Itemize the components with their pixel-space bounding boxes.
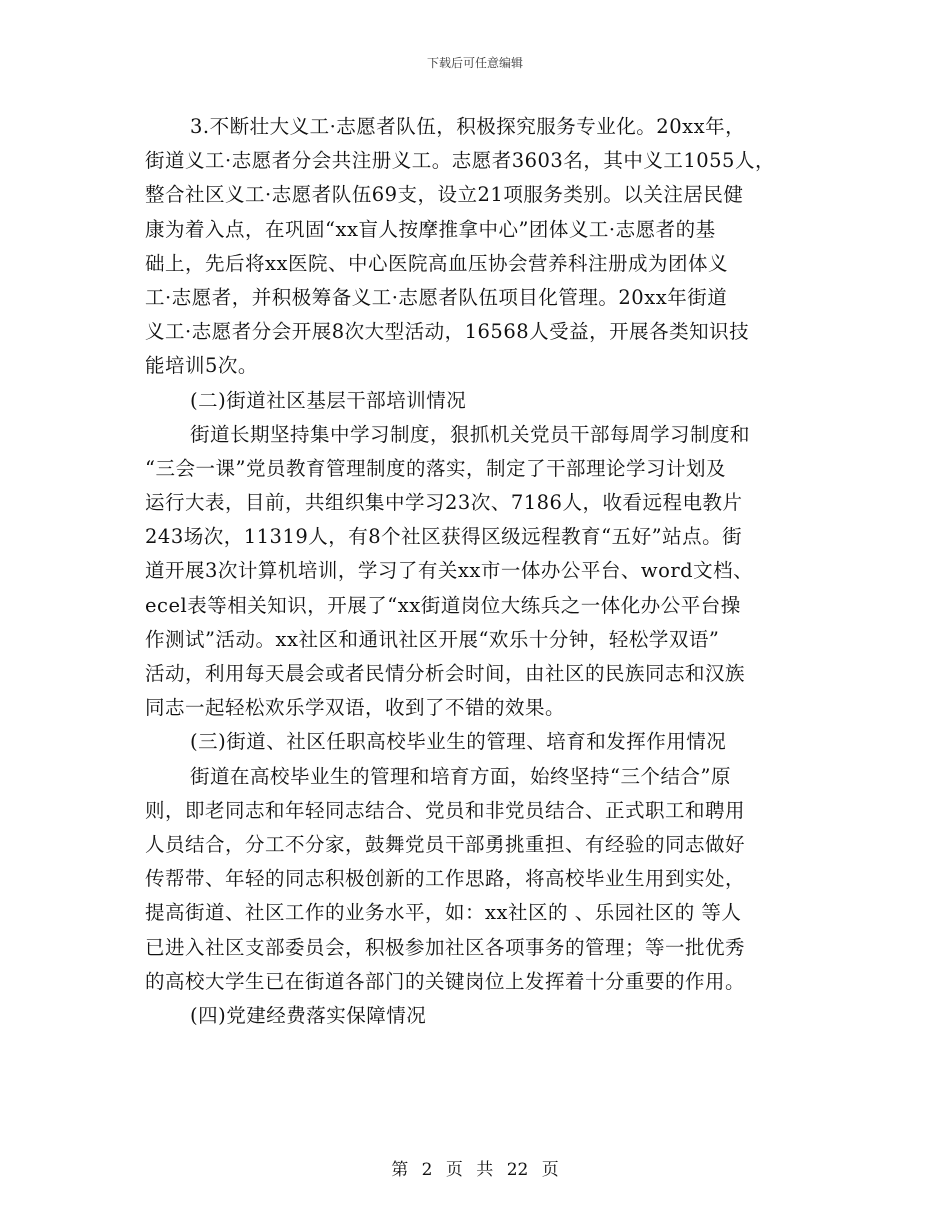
text-line: 3.不断壮大义工·志愿者队伍，积极探究服务专业化。20xx年， [190, 115, 746, 138]
text-line: 同志一起轻松欢乐学双语，收到了不错的效果。 [145, 696, 566, 720]
text-line: 础上，先后将xx医院、中心医院高血压协会营养科注册成为团体义 [145, 251, 728, 275]
text-line: 街道义工·志愿者分会共注册义工。志愿者3603名，其中义工1055人， [145, 149, 775, 173]
text-line: 道开展3次计算机培训，学习了有关xx市一体办公平台、word文档、 [145, 559, 754, 583]
text-line: 活动，利用每天晨会或者民情分析会时间，由社区的民族同志和汉族 [145, 662, 746, 685]
page-footer: 第 2 页 共 22 页 [391, 1160, 559, 1180]
text-line: 义工·志愿者分会开展8次大型活动，16568人受益，开展各类知识技 [145, 320, 750, 344]
text-line: 作测试”活动。xx社区和通讯社区开展“欢乐十分钟，轻松学双语” [145, 627, 720, 651]
text-line: (三)街道、社区任职高校毕业生的管理、培育和发挥作用情况 [190, 730, 727, 754]
text-line: 提高街道、社区工作的业务水平，如：xx社区的 、乐园社区的 等人 [145, 901, 742, 925]
text-line: 的高校大学生已在街道各部门的关键岗位上发挥着十分重要的作用。 [145, 969, 746, 993]
text-line: 人员结合，分工不分家，鼓舞党员干部勇挑重担、有经验的同志做好 [145, 832, 746, 856]
text-line: 则，即老同志和年轻同志结合、党员和非党员结合、正式职工和聘用 [145, 798, 746, 822]
text-line: 243场次，11319人，有8个社区获得区级远程教育“五好”站点。街 [145, 525, 743, 549]
text-line: 整合社区义工·志愿者队伍69支，设立21项服务类别。以关注居民健 [145, 183, 744, 207]
text-line: ecel表等相关知识，开展了“xx街道岗位大练兵之一体化办公平台操 [145, 593, 741, 617]
text-line: 工·志愿者，并积极筹备义工·志愿者队伍项目化管理。20xx年街道 [145, 285, 728, 309]
text-line: 运行大表，目前，共组织集中学习23次、7186人，收看远程电教片 [145, 491, 743, 515]
text-line: 传帮带、年轻的同志积极创新的工作思路，将高校毕业生用到实处， [145, 867, 746, 891]
text-line: 康为着入点，在巩固“xx盲人按摩推拿中心”团体义工·志愿者的基 [145, 217, 716, 241]
text-line: “三会一课”党员教育管理制度的落实，制定了干部理论学习计划及 [145, 456, 726, 480]
text-line: 已进入社区支部委员会，积极参加社区各项事务的管理；等一批优秀 [145, 935, 746, 959]
document-body [145, 110, 825, 1033]
text-line: 街道长期坚持集中学习制度，狠抓机关党员干部每周学习制度和 [190, 422, 751, 446]
page-header: 下载后可任意编辑 [426, 56, 523, 70]
text-line: 街道在高校毕业生的管理和培育方面，始终坚持“三个结合”原 [190, 764, 731, 788]
text-line: (四)党建经费落实保障情况 [190, 1003, 427, 1027]
text-line: (二)街道社区基层干部培训情况 [190, 388, 467, 412]
text-line: 能培训5次。 [145, 354, 258, 378]
